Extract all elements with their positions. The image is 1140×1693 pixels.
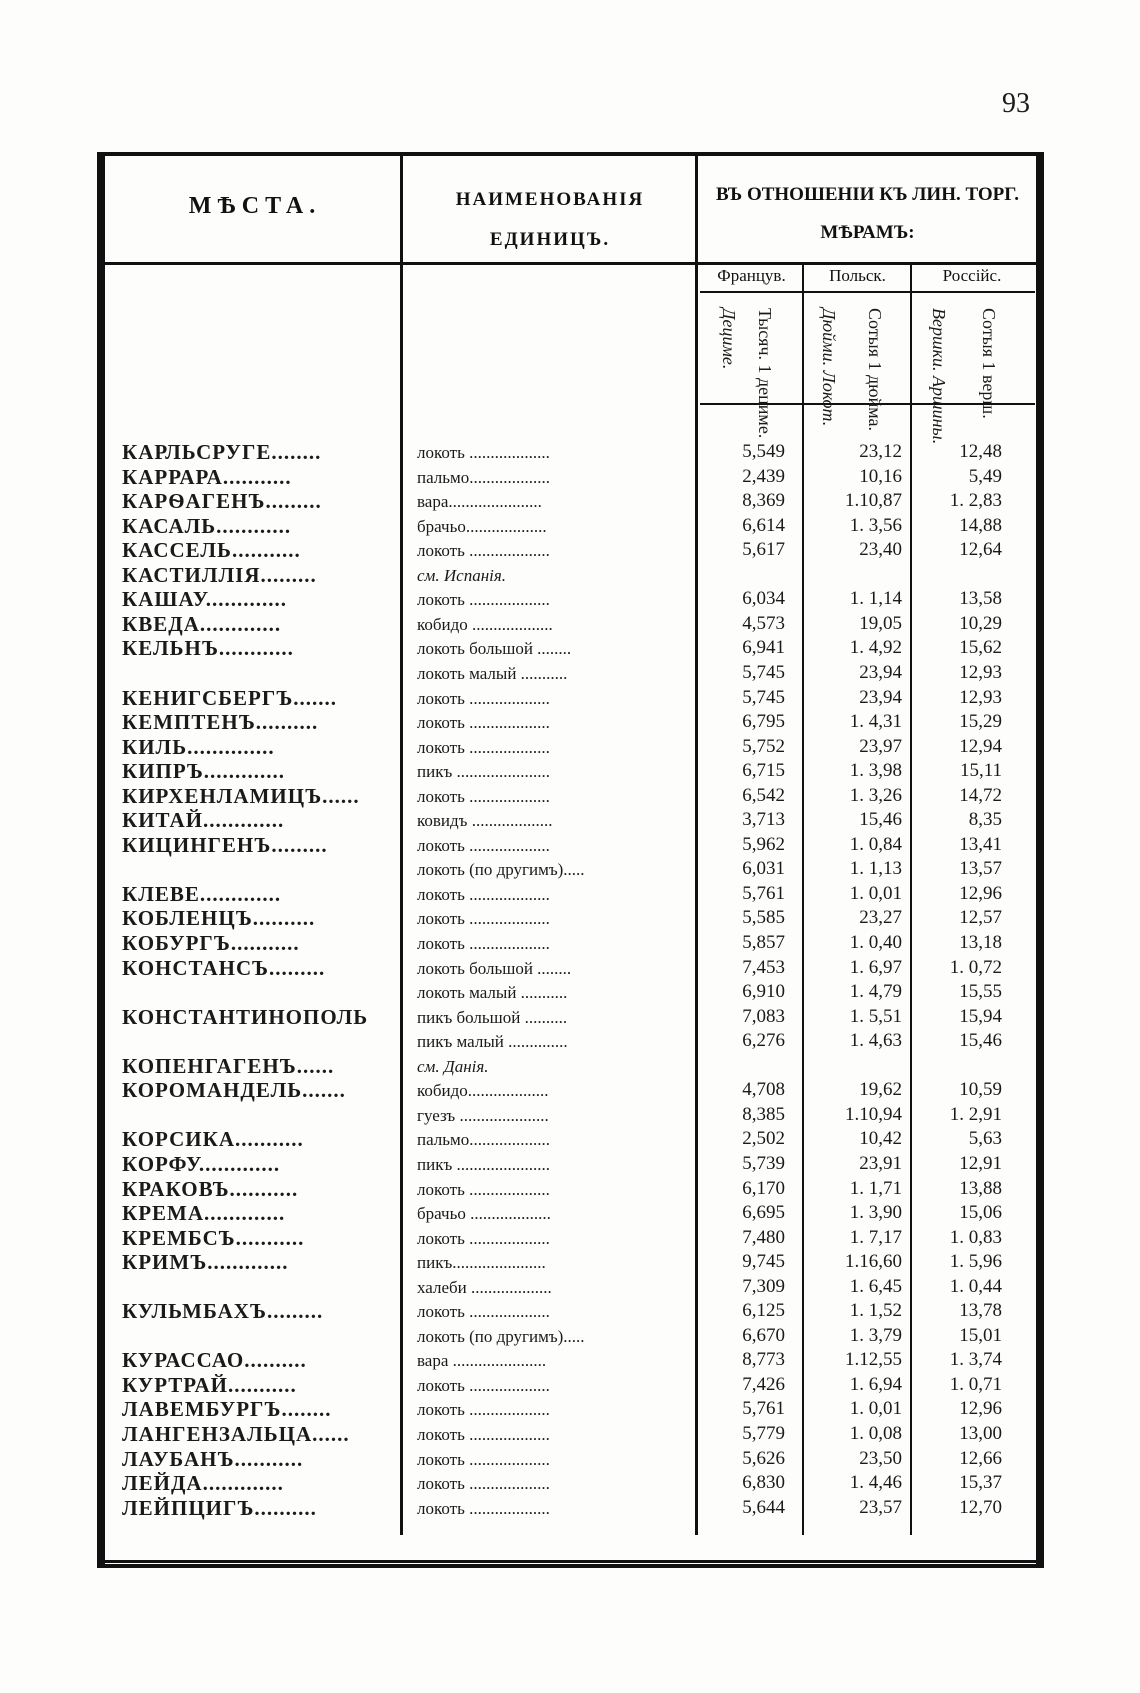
place-name: КЕНИГСБЕРГЪ....... [122, 685, 338, 710]
russian-value: 15,37 [959, 1472, 1002, 1494]
polish-value: 10,16 [859, 465, 902, 487]
place-name: ЛЕЙПЦИГЪ.......... [122, 1495, 317, 1520]
table-row [0, 612, 1140, 637]
russian-rotated-2: Вершки. Аршины. [929, 308, 949, 445]
french-value: 6,695 [742, 1202, 785, 1224]
unit-name: локоть большой ........ [417, 958, 572, 978]
french-rotated-1: Тысяч. 1 дециме. [755, 308, 775, 439]
french-value: 5,761 [742, 882, 785, 904]
russian-value: 13,57 [959, 858, 1002, 880]
table-row [0, 1201, 1140, 1226]
table-row [0, 538, 1140, 563]
russian-value: 10,29 [959, 612, 1002, 634]
header-relation: ВЪ ОТНОШЕНІИ КЪ ЛИН. ТОРГ. МѢРАМЪ: [716, 184, 1019, 243]
page-number: 93 [1002, 88, 1030, 119]
header-unit-names: НАИМЕНОВАНІЯ ЕДИНИЦЪ. [455, 189, 645, 250]
russian-value: 12,64 [959, 539, 1002, 561]
polish-value: 1. 3,26 [849, 784, 902, 806]
polish-value: 1. 4,92 [849, 637, 902, 659]
table-row [0, 661, 1140, 686]
subheader-russian: Россійс. [942, 266, 1002, 285]
russian-value: 13,18 [959, 932, 1002, 953]
unit-name: кобидо ................... [417, 614, 553, 634]
french-value: 5,617 [742, 539, 785, 561]
table-row [0, 1029, 1140, 1054]
french-value: 6,715 [742, 760, 785, 782]
table-row [0, 710, 1140, 735]
unit-name: локоть ................... [417, 1228, 550, 1248]
russian-value: 13,00 [959, 1423, 1002, 1444]
unit-name: локоть ................... [417, 1375, 550, 1395]
place-name: КОБЛЕНЦЪ.......... [122, 906, 316, 931]
place-name: КУРТРАЙ........... [122, 1372, 297, 1397]
place-name: КРЕМА............. [122, 1201, 286, 1226]
russian-value: 1. 0,83 [949, 1226, 1002, 1248]
place-name: КИЦИНГЕНЪ......... [122, 832, 328, 857]
russian-value: 12,93 [959, 661, 1002, 683]
polish-value: 10,42 [859, 1128, 902, 1150]
unit-name: гуезъ ..................... [417, 1105, 549, 1125]
french-value: 6,795 [742, 711, 785, 733]
table-row [0, 759, 1140, 784]
place-name: КУЛЬМБАХЪ......... [122, 1299, 324, 1324]
russian-rotated-1: Сотыя 1 верш. [979, 308, 999, 419]
russian-value: 1. 3,74 [949, 1349, 1002, 1371]
unit-name: вара ...................... [417, 1351, 547, 1371]
table-row [0, 1054, 1140, 1079]
place-name: ЛАНГЕНЗАЛЬЦА...... [122, 1422, 350, 1446]
french-value: 5,962 [742, 833, 785, 855]
russian-value: 12,57 [959, 907, 1002, 929]
polish-value: 23,57 [859, 1496, 902, 1518]
place-name: КОПЕНГАГЕНЪ...... [122, 1053, 335, 1078]
table-row [0, 1177, 1140, 1202]
polish-value: 1. 0,01 [849, 882, 902, 904]
french-value: 5,761 [742, 1398, 785, 1420]
unit-name: пикъ ...................... [417, 762, 550, 782]
place-name: КИЛЬ.............. [122, 734, 275, 759]
place-name: КАССЕЛЬ........... [122, 538, 301, 563]
place-name: КАШАУ............. [122, 587, 288, 612]
place-name: КИПРЪ............. [122, 759, 286, 784]
unit-name: пикъ...................... [417, 1253, 546, 1273]
russian-value: 15,55 [959, 981, 1002, 1003]
unit-name: локоть малый ........... [417, 663, 568, 683]
russian-value: 1. 5,96 [949, 1251, 1002, 1273]
french-value: 5,779 [742, 1423, 785, 1444]
polish-value: 1. 1,14 [849, 588, 902, 610]
unit-name: локоть ................... [417, 688, 550, 708]
polish-rotated-2: Дюйми. Локот. [819, 308, 839, 427]
polish-value: 1. 7,17 [849, 1226, 902, 1248]
polish-value: 1. 1,71 [849, 1177, 902, 1199]
unit-name: брачьо................... [417, 516, 547, 536]
russian-value: 1. 0,71 [949, 1373, 1002, 1395]
unit-name: локоть (по другимъ)..... [417, 1326, 585, 1346]
french-value: 7,083 [742, 1005, 785, 1027]
unit-name: локоть ................... [417, 541, 550, 561]
polish-value: 23,97 [859, 735, 902, 757]
french-value: 6,125 [742, 1300, 785, 1322]
russian-value: 15,29 [959, 711, 1002, 733]
unit-name: локоть ................... [417, 909, 550, 929]
table-row [0, 906, 1140, 931]
unit-name: локоть ................... [417, 443, 550, 462]
table-row [0, 1471, 1140, 1496]
place-name: КОНСТАНСЪ......... [122, 955, 326, 980]
french-value: 7,480 [742, 1226, 785, 1248]
table-row [0, 465, 1140, 490]
french-value: 5,857 [742, 932, 785, 953]
unit-name: локоть ................... [417, 1498, 550, 1518]
unit-name: кобидо................... [417, 1081, 549, 1101]
russian-value: 1. 0,72 [949, 956, 1002, 978]
polish-value: 23,91 [859, 1152, 902, 1174]
russian-value: 12,94 [959, 735, 1002, 757]
russian-value: 10,59 [959, 1079, 1002, 1101]
unit-name: локоть ................... [417, 934, 550, 953]
unit-name: локоть ................... [417, 590, 550, 610]
place-name: КАРѲАГЕНЪ......... [122, 489, 322, 514]
polish-value: 23,27 [859, 907, 902, 929]
russian-value: 12,66 [959, 1447, 1002, 1469]
polish-value: 1. 3,56 [849, 514, 902, 536]
french-value: 5,585 [742, 907, 785, 929]
table-row [0, 636, 1140, 661]
french-value: 5,626 [742, 1447, 785, 1469]
french-value: 6,034 [742, 588, 785, 610]
french-value: 3,713 [742, 809, 785, 831]
table-row [0, 1275, 1140, 1300]
table-row [0, 489, 1140, 514]
polish-value: 1. 0,01 [849, 1398, 902, 1420]
russian-value: 5,63 [968, 1128, 1002, 1150]
french-value: 5,745 [742, 686, 785, 708]
russian-value: 12,96 [959, 1398, 1002, 1420]
russian-value: 1. 2,91 [949, 1103, 1002, 1125]
table-row [0, 882, 1140, 907]
russian-value: 14,72 [959, 784, 1002, 806]
polish-value: 1. 6,94 [849, 1373, 902, 1395]
table-row [0, 931, 1140, 956]
unit-name: пальмо................... [417, 467, 551, 487]
table-row [0, 1152, 1140, 1177]
french-value: 8,369 [742, 490, 785, 512]
subheader-polish: Польск. [829, 266, 886, 285]
table-row [0, 1324, 1140, 1349]
place-name: КИРХЕНЛАМИЦЪ...... [122, 783, 360, 808]
french-value: 7,453 [742, 956, 785, 978]
table-row [0, 857, 1140, 882]
unit-name: вара...................... [417, 492, 542, 512]
french-value: 7,426 [742, 1373, 785, 1395]
polish-value: 19,05 [859, 612, 902, 634]
russian-value: 1. 0,44 [949, 1275, 1002, 1297]
unit-name: локоть ................... [417, 1302, 550, 1322]
french-value: 6,276 [742, 1030, 785, 1052]
french-value: 5,644 [742, 1496, 785, 1518]
table-row [0, 1103, 1140, 1128]
table-row [0, 440, 1140, 465]
place-name: ЛАВЕМБУРГЪ........ [122, 1397, 332, 1422]
french-value: 6,614 [742, 514, 785, 536]
french-value: 2,502 [742, 1128, 785, 1150]
table-row [0, 980, 1140, 1005]
table-row [0, 1078, 1140, 1103]
russian-value: 15,01 [959, 1324, 1002, 1346]
french-value: 5,549 [742, 441, 785, 462]
table-row [0, 563, 1140, 588]
unit-name: локоть ................... [417, 1449, 550, 1469]
polish-value: 1. 0,84 [849, 833, 902, 855]
place-name: КУРАССАО.......... [122, 1348, 307, 1373]
french-value: 5,739 [742, 1152, 785, 1174]
place-name: КАРРАРА........... [122, 464, 292, 489]
table-row [0, 1226, 1140, 1251]
polish-value: 15,46 [859, 809, 902, 831]
french-value: 6,830 [742, 1472, 785, 1494]
french-value: 8,385 [742, 1103, 785, 1125]
table-row [0, 735, 1140, 760]
header-rule [97, 262, 1044, 265]
table-row [0, 956, 1140, 981]
unit-name: халеби ................... [417, 1277, 552, 1297]
polish-value: 23,50 [859, 1447, 902, 1469]
polish-value: 1. 0,08 [849, 1423, 902, 1444]
polish-value: 1. 4,79 [849, 981, 902, 1003]
french-value: 6,910 [742, 981, 785, 1003]
polish-value: 1. 4,63 [849, 1030, 902, 1052]
polish-value: 1. 5,51 [849, 1005, 902, 1027]
polish-value: 1.12,55 [845, 1349, 902, 1371]
place-name: КРАКОВЪ........... [122, 1176, 299, 1201]
polish-value: 1.10,87 [845, 490, 902, 512]
russian-value: 12,70 [959, 1496, 1002, 1518]
place-name: КВЕДА............. [122, 611, 282, 636]
unit-name: пикъ ...................... [417, 1154, 550, 1174]
polish-value: 1. 0,40 [849, 932, 902, 953]
russian-value: 12,91 [959, 1152, 1002, 1174]
place-name: КЕЛЬНЪ............ [122, 636, 294, 661]
french-value: 6,031 [742, 858, 785, 880]
french-value: 7,309 [742, 1275, 785, 1297]
unit-name: локоть ................... [417, 1400, 550, 1420]
place-name: КЛЕВЕ............. [122, 881, 282, 906]
place-name: КАСАЛЬ............ [122, 513, 292, 538]
unit-name: локоть (по другимъ)..... [417, 860, 585, 880]
place-name: КАСТИЛЛІЯ......... [122, 562, 317, 587]
table-row [0, 833, 1140, 858]
polish-value: 23,94 [859, 686, 902, 708]
polish-value: 1. 4,31 [849, 711, 902, 733]
russian-value: 15,62 [959, 637, 1002, 659]
french-value: 6,542 [742, 784, 785, 806]
russian-value: 13,41 [959, 833, 1002, 855]
polish-value: 1. 1,52 [849, 1300, 902, 1322]
place-name: КОРОМАНДЕЛЬ....... [122, 1078, 346, 1103]
unit-name: пальмо................... [417, 1130, 551, 1150]
polish-value: 1. 4,46 [849, 1472, 902, 1494]
place-name: КАРЛЬСРУГЕ........ [122, 440, 322, 464]
russian-value: 15,06 [959, 1202, 1002, 1224]
place-name: КОРСИКА........... [122, 1127, 304, 1152]
russian-value: 13,88 [959, 1177, 1002, 1199]
french-value: 4,573 [742, 612, 785, 634]
french-value: 5,752 [742, 735, 785, 757]
unit-name: локоть ................... [417, 1179, 550, 1199]
header-places: МѢСТА. [188, 193, 322, 219]
polish-rotated-1: Сотыя 1 дюйма. [865, 308, 885, 432]
unit-name: локоть ................... [417, 713, 550, 733]
table-row [0, 587, 1140, 612]
table-row [0, 1422, 1140, 1447]
table-row [0, 1299, 1140, 1324]
unit-name: см. Данія. [417, 1056, 489, 1076]
russian-value: 1. 2,83 [949, 490, 1002, 512]
unit-name: см. Испанія. [417, 565, 507, 585]
russian-value: 15,11 [959, 760, 1002, 782]
place-name: ЛАУБАНЪ........... [122, 1446, 304, 1471]
polish-value: 19,62 [859, 1079, 902, 1101]
french-value: 6,170 [742, 1177, 785, 1199]
place-name: КОРФУ............. [122, 1151, 281, 1176]
russian-value: 12,93 [959, 686, 1002, 708]
place-name: КЕМПТЕНЪ.......... [122, 710, 319, 735]
place-name: КИТАЙ............. [122, 808, 285, 833]
russian-value: 15,46 [959, 1030, 1002, 1052]
unit-name: локоть ................... [417, 1474, 550, 1494]
polish-value: 1. 1,13 [849, 858, 902, 880]
polish-value: 1. 3,98 [849, 760, 902, 782]
place-name: КРИМЪ............. [122, 1250, 289, 1275]
russian-value: 8,35 [968, 809, 1002, 831]
unit-name: локоть ................... [417, 1425, 550, 1444]
polish-value: 23,12 [859, 441, 902, 462]
unit-name: пикъ большой .......... [417, 1007, 568, 1027]
table-row [0, 514, 1140, 539]
russian-value: 13,58 [959, 588, 1002, 610]
russian-value: 12,48 [959, 441, 1002, 462]
polish-value: 23,94 [859, 661, 902, 683]
place-name: КОНСТАНТИНОПОЛЬ [122, 1004, 369, 1029]
polish-value: 1. 3,90 [849, 1202, 902, 1224]
russian-value: 15,94 [959, 1005, 1002, 1027]
place-name: КОБУРГЪ........... [122, 931, 300, 955]
french-value: 2,439 [742, 465, 785, 487]
table-row [0, 784, 1140, 809]
table-row [0, 1397, 1140, 1422]
table-row [0, 1127, 1140, 1152]
table-row [0, 1005, 1140, 1030]
unit-name: локоть ................... [417, 835, 550, 855]
french-value: 5,745 [742, 661, 785, 683]
russian-value: 5,49 [968, 465, 1002, 487]
polish-value: 1.10,94 [845, 1103, 902, 1125]
table-row [0, 686, 1140, 711]
polish-value: 1. 3,79 [849, 1324, 902, 1346]
table-row [0, 1373, 1140, 1398]
french-value: 8,773 [742, 1349, 785, 1371]
table-row [0, 1496, 1140, 1521]
table-row [0, 808, 1140, 833]
unit-name: брачьо ................... [417, 1204, 551, 1224]
french-value: 4,708 [742, 1079, 785, 1101]
polish-value: 23,40 [859, 539, 902, 561]
russian-value: 14,88 [959, 514, 1002, 536]
place-name: КРЕМБСЪ........... [122, 1225, 305, 1250]
polish-value: 1. 6,97 [849, 956, 902, 978]
polish-value: 1. 6,45 [849, 1275, 902, 1297]
french-value: 9,745 [742, 1251, 785, 1273]
french-value: 6,941 [742, 637, 785, 659]
table-row [0, 1447, 1140, 1472]
unit-name: локоть ................... [417, 884, 550, 904]
unit-name: локоть большой ........ [417, 639, 572, 659]
unit-name: локоть ................... [417, 786, 550, 806]
unit-name: ковидъ ................... [417, 811, 553, 831]
subheader-french: Францув. [717, 266, 786, 285]
polish-value: 1.16,60 [845, 1251, 902, 1273]
unit-name: пикъ малый .............. [417, 1032, 568, 1052]
place-name: ЛЕЙДА............. [122, 1471, 284, 1496]
table-row [0, 1250, 1140, 1275]
table-row [0, 1348, 1140, 1373]
russian-value: 13,78 [959, 1300, 1002, 1322]
russian-value: 12,96 [959, 882, 1002, 904]
unit-name: локоть малый ........... [417, 983, 568, 1003]
french-value: 6,670 [742, 1324, 785, 1346]
bottom-double-rule [97, 1560, 1044, 1563]
unit-name: локоть ................... [417, 737, 550, 757]
french-rotated-2: Дециме. [719, 308, 739, 370]
subheader-rule [700, 291, 1035, 293]
